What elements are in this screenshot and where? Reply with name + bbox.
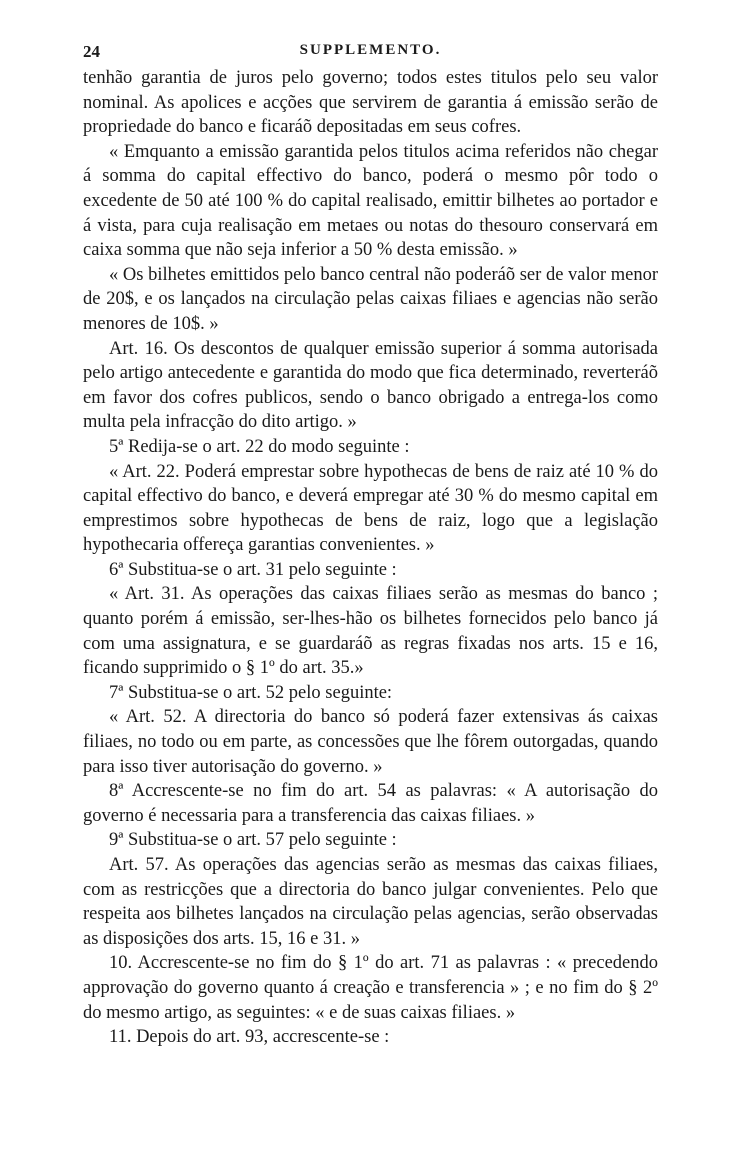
paragraph: 5ª Redija-se o art. 22 do modo seguinte : — [109, 436, 410, 457]
paragraph: Art. 16. Os descontos de qualquer emissão superior á somma autorisada pelo artigo antecedente e garantida do modo que fica determinado, reverteráõ em favor dos cofres publicos, sendo o banco obrigado a entrega-los como multa pela infracção do dito artigo. » — [83, 338, 658, 433]
page-number: 24 — [83, 42, 100, 61]
paragraph: « Emquanto a emissão garantida pelos titulos acima referidos não chegar á somma do capital effectivo do banco, poderá o mesmo pôr todo o excedente de 50 até 100 % do capital realisado, emittir bilhetes ao portador e á vista, para cuja realisação em metaes ou notas do thesouro conservará em caixa somma que não seja inferior a 50 % desta emissão. » — [83, 141, 658, 261]
paragraph: « Art. 31. As operações das caixas filiaes serão as mesmas do banco ; quanto porém á emissão, ser-lhes-hão os bilhetes fornecidos pelo banco já com uma assignatura, e se guardaráõ as regras fixadas nos arts. 15 e 16, ficando supprimido o § 1º do art. 35.» — [83, 584, 658, 679]
paragraph: 10. Accrescente-se no fim do § 1º do art. 71 as palavras : « precedendo approvação do governo quanto á creação e transferencia » ; e no fim do § 2º do mesmo artigo, as seguintes: « e de suas caixas filiaes. » — [83, 953, 658, 1023]
paragraph: « Art. 52. A directoria do banco só poderá fazer extensivas ás caixas filiaes, no todo ou em parte, as concessões que lhe fôrem outorgadas, quando para isso tiver autorisação do governo. » — [83, 707, 658, 777]
page — [83, 40, 658, 1050]
paragraph: 6ª Substitua-se o art. 31 pelo seguinte : — [109, 559, 397, 580]
paragraph: « Art. 22. Poderá emprestar sobre hypothecas de bens de raiz até 10 % do capital effectivo do banco, e deverá empregar até 30 % do mesmo capital em emprestimos sobre hypothecas de bens de raiz, logo que a legislação hypothecaria offereça garantias convenientes. » — [83, 461, 658, 556]
body-text — [83, 66, 658, 1050]
paragraph: 9ª Substitua-se o art. 57 pelo seguinte : — [109, 830, 397, 851]
page-header — [83, 40, 658, 66]
paragraph: Art. 57. As operações das agencias serão as mesmas das caixas filiaes, com as restricções que a directoria do banco julgar convenientes. Pelo que respeita aos bilhetes lançados na circulação pelas agencias, serão observadas as disposições dos arts. 15, 16 e 31. » — [83, 855, 658, 949]
paragraph: 8ª Accrescente-se no fim do art. 54 as palavras: « A autorisação do governo é necessaria para a transferencia das caixas filiaes. » — [83, 781, 658, 826]
paragraph: « Os bilhetes emittidos pelo banco central não poderáõ ser de valor menor de 20$, e os lançados na circulação pelas caixas filiaes e agencias não serão menores de 10$. » — [83, 264, 658, 334]
running-title: SUPPLEMENTO. — [299, 42, 442, 58]
paragraph: 11. Depois do art. 93, accrescente-se : — [109, 1027, 390, 1048]
paragraph: tenhão garantia de juros pelo governo; todos estes titulos pelo seu valor nominal. As apolices e acções que servirem de garantia á emissão serão de propriedade do banco e ficaráõ depositadas em seus cofres. — [83, 68, 658, 138]
paragraph: 7ª Substitua-se o art. 52 pelo seguinte: — [109, 682, 393, 703]
